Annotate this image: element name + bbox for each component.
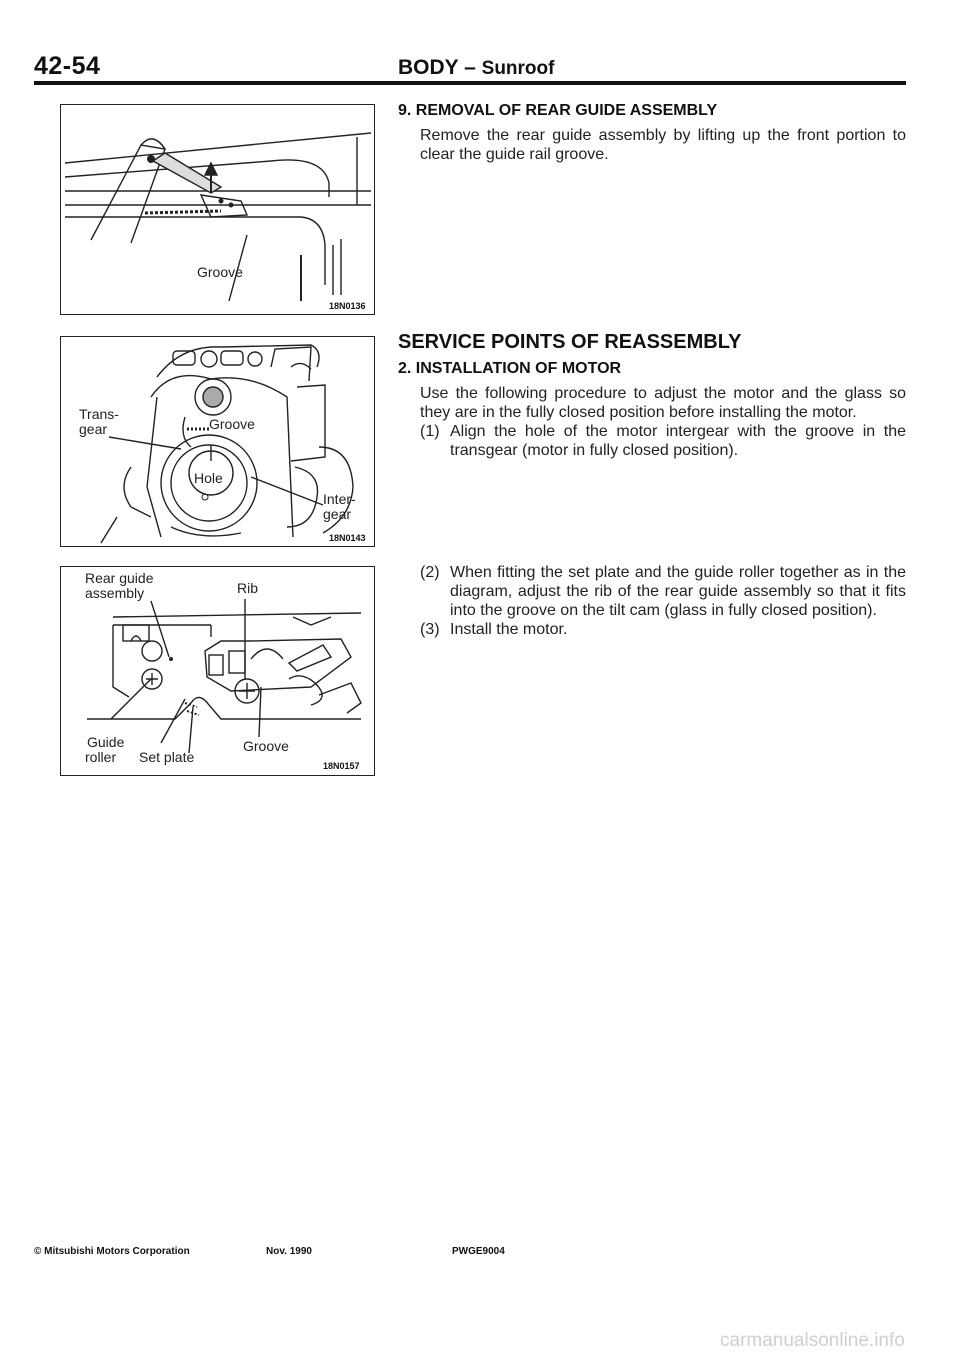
step-2-intro: Use the following procedure to adjust the motor and the glass so they are in the fully closed position before installing the motor. [420, 385, 906, 421]
footer-date: Nov. 1990 [266, 1246, 312, 1257]
procedure-item [420, 563, 906, 620]
footer-doc-code: PWGE9004 [452, 1246, 505, 1257]
step-9-text: Remove the rear guide assembly by lifting up the front portion to clear the guide rail groove. [420, 127, 906, 163]
label-groove: Groove [197, 264, 243, 280]
section-name: BODY [398, 56, 459, 79]
procedure-item-text: Install the motor. [450, 621, 568, 638]
subsection-name: Sunroof [481, 58, 555, 79]
step-9-section [398, 102, 906, 164]
label-inter: Inter- [323, 491, 356, 507]
figure-rear-guide-groove [60, 104, 375, 315]
figure-code: 18N0136 [329, 301, 366, 311]
step-9-heading: 9. REMOVAL OF REAR GUIDE ASSEMBLY [398, 102, 718, 119]
label-gear-1: gear [79, 421, 108, 437]
page-title [398, 56, 554, 80]
label-groove: Groove [209, 416, 255, 432]
procedure-item-text: Align the hole of the motor intergear with the groove in the transgear (motor in fully closed position). [450, 423, 906, 459]
service-points-section [398, 331, 906, 460]
label-rear-guide: Rear guide [85, 570, 154, 586]
step-2-heading: 2. INSTALLATION OF MOTOR [398, 360, 622, 377]
procedure-item-number: (3) [420, 621, 440, 638]
procedure-item [420, 620, 906, 639]
figure-code: 18N0143 [329, 533, 366, 543]
figure-code: 18N0157 [323, 761, 360, 771]
label-guide: Guide [87, 734, 125, 750]
procedure-item [420, 422, 906, 460]
rear-guide-drawing [61, 105, 373, 313]
label-groove: Groove [243, 738, 289, 754]
label-gear-2: gear [323, 506, 352, 522]
header-rule [34, 81, 906, 85]
figure-motor-intergear [60, 336, 375, 547]
label-trans: Trans- [79, 406, 119, 422]
footer-copyright: © Mitsubishi Motors Corporation [34, 1246, 190, 1257]
procedure-continued [398, 563, 906, 639]
procedure-item-number: (1) [420, 423, 440, 440]
label-assembly: assembly [85, 585, 145, 601]
title-separator: – [458, 56, 482, 79]
watermark: carmanualsonline.info [720, 1330, 905, 1351]
label-roller: roller [85, 749, 117, 765]
service-points-heading: SERVICE POINTS OF REASSEMBLY [398, 331, 742, 353]
figure-set-plate [60, 566, 375, 776]
label-set-plate: Set plate [139, 749, 195, 765]
procedure-item-text: When fitting the set plate and the guide roller together as in the diagram, adjust the rib of the rear guide assembly so that it fits into the groove on the tilt cam (glass in fully closed position). [450, 564, 906, 619]
label-hole: Hole [194, 470, 223, 486]
label-rib: Rib [237, 580, 259, 596]
procedure-item-number: (2) [420, 564, 440, 581]
page-number: 42-54 [34, 52, 101, 80]
